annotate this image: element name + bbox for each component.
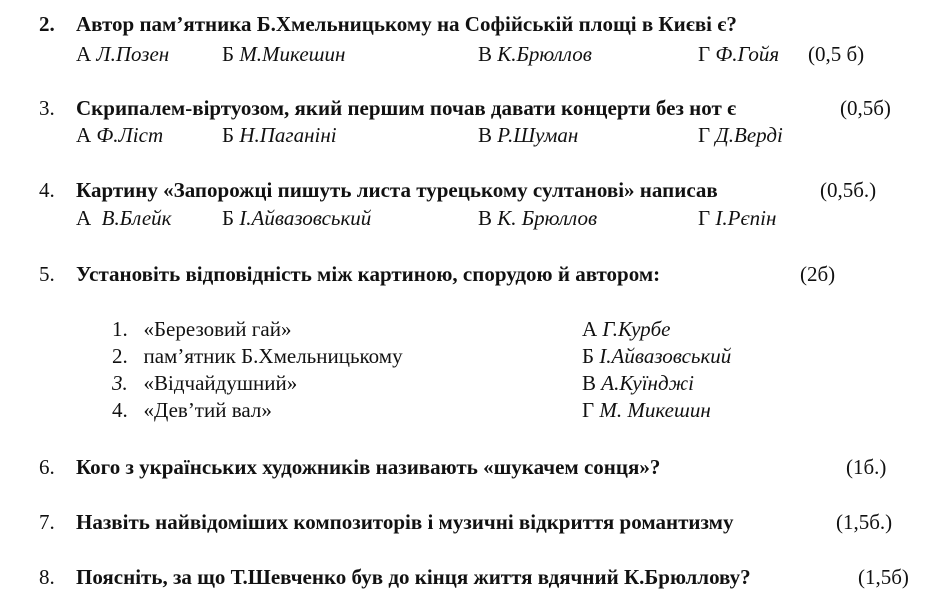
answer-option-v <box>478 206 597 231</box>
match-right-item-b <box>582 344 731 369</box>
points-label: (0,5б) <box>840 96 891 120</box>
match-number: 4. <box>112 398 128 422</box>
match-text: пам’ятник Б.Хмельницькому <box>143 344 403 368</box>
match-text: «Відчайдушний» <box>143 371 298 395</box>
option-text: Ф.Ліст <box>96 123 164 147</box>
option-letter: В <box>478 206 493 230</box>
match-number: 3. <box>112 371 128 395</box>
answer-option-v <box>478 123 578 148</box>
match-left-item-3 <box>112 371 297 396</box>
option-text: Г.Курбе <box>602 317 671 341</box>
option-text: Л.Позен <box>96 42 170 66</box>
option-text: К.Брюллов <box>497 42 592 66</box>
points-label: (1,5б) <box>858 565 909 589</box>
question-number: 4. <box>39 178 55 202</box>
match-text: «Березовий гай» <box>143 317 292 341</box>
match-left-item-4 <box>112 398 272 423</box>
answer-option-g <box>698 123 783 148</box>
question-text: Назвіть найвідоміших композиторів і музичні відкриття романтизму <box>76 510 734 534</box>
option-letter: В <box>478 42 493 66</box>
option-text: М. Микешин <box>599 398 711 422</box>
option-text: К. Брюллов <box>497 206 598 230</box>
option-text: Ф.Гойя <box>715 42 780 66</box>
option-text: І.Айвазовський <box>599 344 732 368</box>
question-text: Установіть відповідність між картиною, спорудою й автором: <box>76 262 661 286</box>
option-letter: Б <box>582 344 595 368</box>
option-letter: А <box>76 206 92 230</box>
answer-option-a <box>76 123 163 148</box>
answer-option-b <box>222 42 345 67</box>
points-label: (1б.) <box>846 455 887 479</box>
question-number: 3. <box>39 96 55 120</box>
option-text: І.Рєпін <box>715 206 777 230</box>
option-letter: Г <box>698 123 711 147</box>
points-label: (0,5 б) <box>808 42 865 66</box>
option-letter: Г <box>698 206 711 230</box>
question-text: Скрипалем-віртуозом, який першим почав давати концерти без нот є <box>76 96 737 120</box>
question-text: Кого з українських художників називають «шукачем сонця»? <box>76 455 661 479</box>
option-text: Р.Шуман <box>497 123 579 147</box>
option-letter: Б <box>222 42 235 66</box>
match-right-item-v <box>582 371 694 396</box>
answer-option-g <box>698 206 776 231</box>
option-text: Н.Паганіні <box>239 123 337 147</box>
match-left-item-2 <box>112 344 403 369</box>
points-label: (1,5б.) <box>836 510 893 534</box>
option-letter: В <box>478 123 493 147</box>
option-letter: Б <box>222 123 235 147</box>
option-text: Д.Верді <box>715 123 783 147</box>
match-text: «Дев’тий вал» <box>143 398 272 422</box>
answer-option-b <box>222 123 337 148</box>
match-right-item-a <box>582 317 671 342</box>
match-number: 1. <box>112 317 128 341</box>
answer-option-v <box>478 42 592 67</box>
option-text: А.Куїнджі <box>601 371 694 395</box>
option-letter: А <box>76 123 92 147</box>
match-number: 2. <box>112 344 128 368</box>
question-text: Поясніть, за що Т.Шевченко був до кінця життя вдячний К.Брюллову? <box>76 565 751 589</box>
question-number: 2. <box>39 12 55 36</box>
option-text: В.Блейк <box>101 206 172 230</box>
answer-option-a <box>76 206 171 231</box>
option-letter: Г <box>582 398 595 422</box>
option-letter: В <box>582 371 597 395</box>
option-letter: А <box>582 317 598 341</box>
question-text: Автор пам’ятника Б.Хмельницькому на Софійській площі в Києві є? <box>76 12 737 36</box>
answer-option-g <box>698 42 779 67</box>
question-number: 8. <box>39 565 55 589</box>
question-number: 6. <box>39 455 55 479</box>
question-number: 5. <box>39 262 55 286</box>
question-text: Картину «Запорожці пишуть листа турецькому султанові» написав <box>76 178 718 202</box>
match-right-item-g <box>582 398 711 423</box>
points-label: (0,5б.) <box>820 178 877 202</box>
points-label: (2б) <box>800 262 836 286</box>
answer-option-b <box>222 206 371 231</box>
option-letter: Б <box>222 206 235 230</box>
option-text: М.Микешин <box>239 42 346 66</box>
option-text: І.Айвазовський <box>239 206 372 230</box>
match-left-item-1 <box>112 317 291 342</box>
option-letter: Г <box>698 42 711 66</box>
answer-option-a <box>76 42 169 67</box>
question-number: 7. <box>39 510 55 534</box>
option-letter: А <box>76 42 92 66</box>
